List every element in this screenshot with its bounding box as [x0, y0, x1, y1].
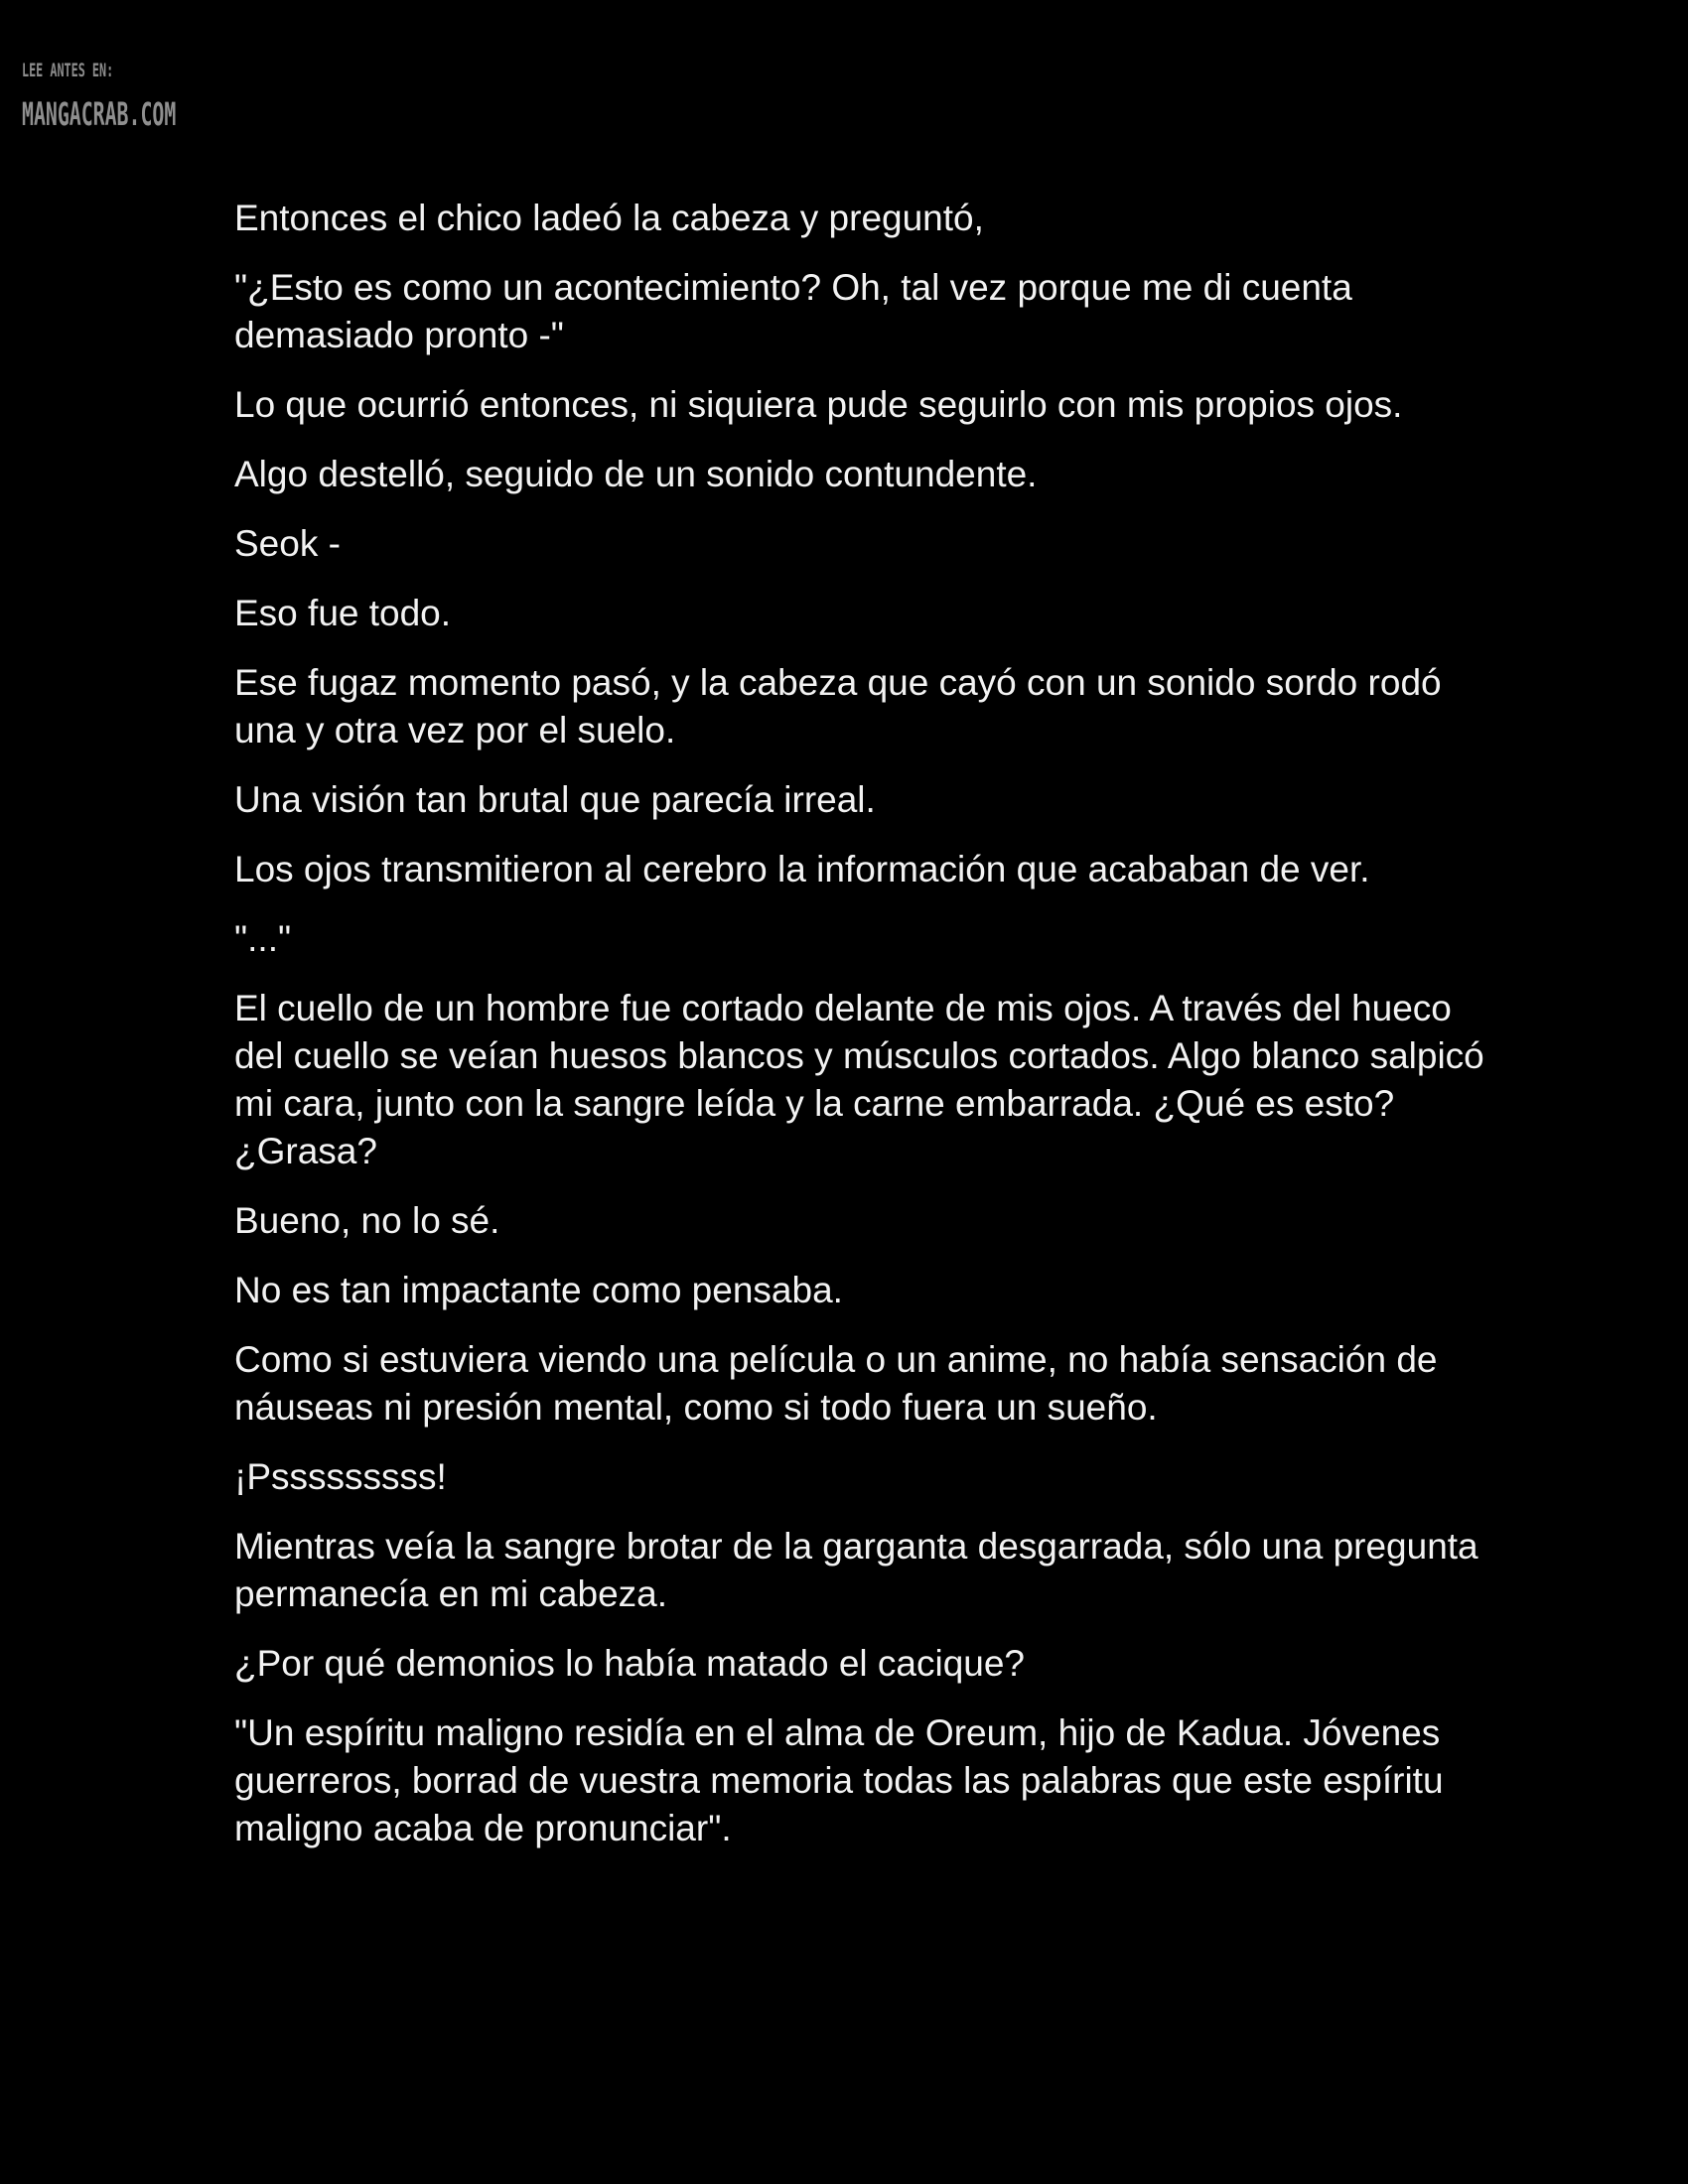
paragraph: Algo destelló, seguido de un sonido contundente.	[234, 454, 1038, 494]
paragraph: Seok -	[234, 523, 341, 564]
paragraph: Una visión tan brutal que parecía irreal.	[234, 779, 876, 820]
paragraph: Eso fue todo.	[234, 593, 452, 633]
watermark-site-name: MANGACRAB.COM	[22, 95, 177, 133]
paragraph: "Un espíritu maligno residía en el alma de Oreum, hijo de Kadua. Jóvenes guerreros, borrad de vuestra memoria todas las palabras que este espíritu maligno acaba de pronunciar".	[234, 1712, 1444, 1848]
watermark	[22, 58, 270, 137]
paragraph: Bueno, no lo sé.	[234, 1200, 500, 1241]
paragraph: Entonces el chico ladeó la cabeza y preguntó,	[234, 198, 984, 238]
paragraph: Los ojos transmitieron al cerebro la información que acababan de ver.	[234, 849, 1370, 889]
paragraph: El cuello de un hombre fue cortado delante de mis ojos. A través del hueco del cuello se veían huesos blancos y músculos cortados. Algo blanco salpicó mi cara, junto con la sangre leída y la carne embarrada. ¿Qué es esto? ¿Grasa?	[234, 988, 1484, 1171]
paragraph: Como si estuviera viendo una película o un anime, no había sensación de náuseas ni presión mental, como si todo fuera un sueño.	[234, 1339, 1438, 1428]
paragraph: ¿Por qué demonios lo había matado el cacique?	[234, 1643, 1026, 1684]
paragraph: ¡Psssssssss!	[234, 1456, 447, 1497]
story-text	[234, 195, 1485, 1874]
paragraph: Lo que ocurrió entonces, ni siquiera pude seguirlo con mis propios ojos.	[234, 384, 1403, 425]
paragraph: Ese fugaz momento pasó, y la cabeza que cayó con un sonido sordo rodó una y otra vez por el suelo.	[234, 662, 1442, 751]
paragraph: "¿Esto es como un acontecimiento? Oh, tal vez porque me di cuenta demasiado pronto -"	[234, 267, 1352, 355]
paragraph: "..."	[234, 918, 292, 959]
watermark-read-first-label: LEE ANTES EN:	[22, 60, 114, 81]
paragraph: No es tan impactante como pensaba.	[234, 1270, 843, 1310]
paragraph: Mientras veía la sangre brotar de la garganta desgarrada, sólo una pregunta permanecía en mi cabeza.	[234, 1526, 1478, 1614]
